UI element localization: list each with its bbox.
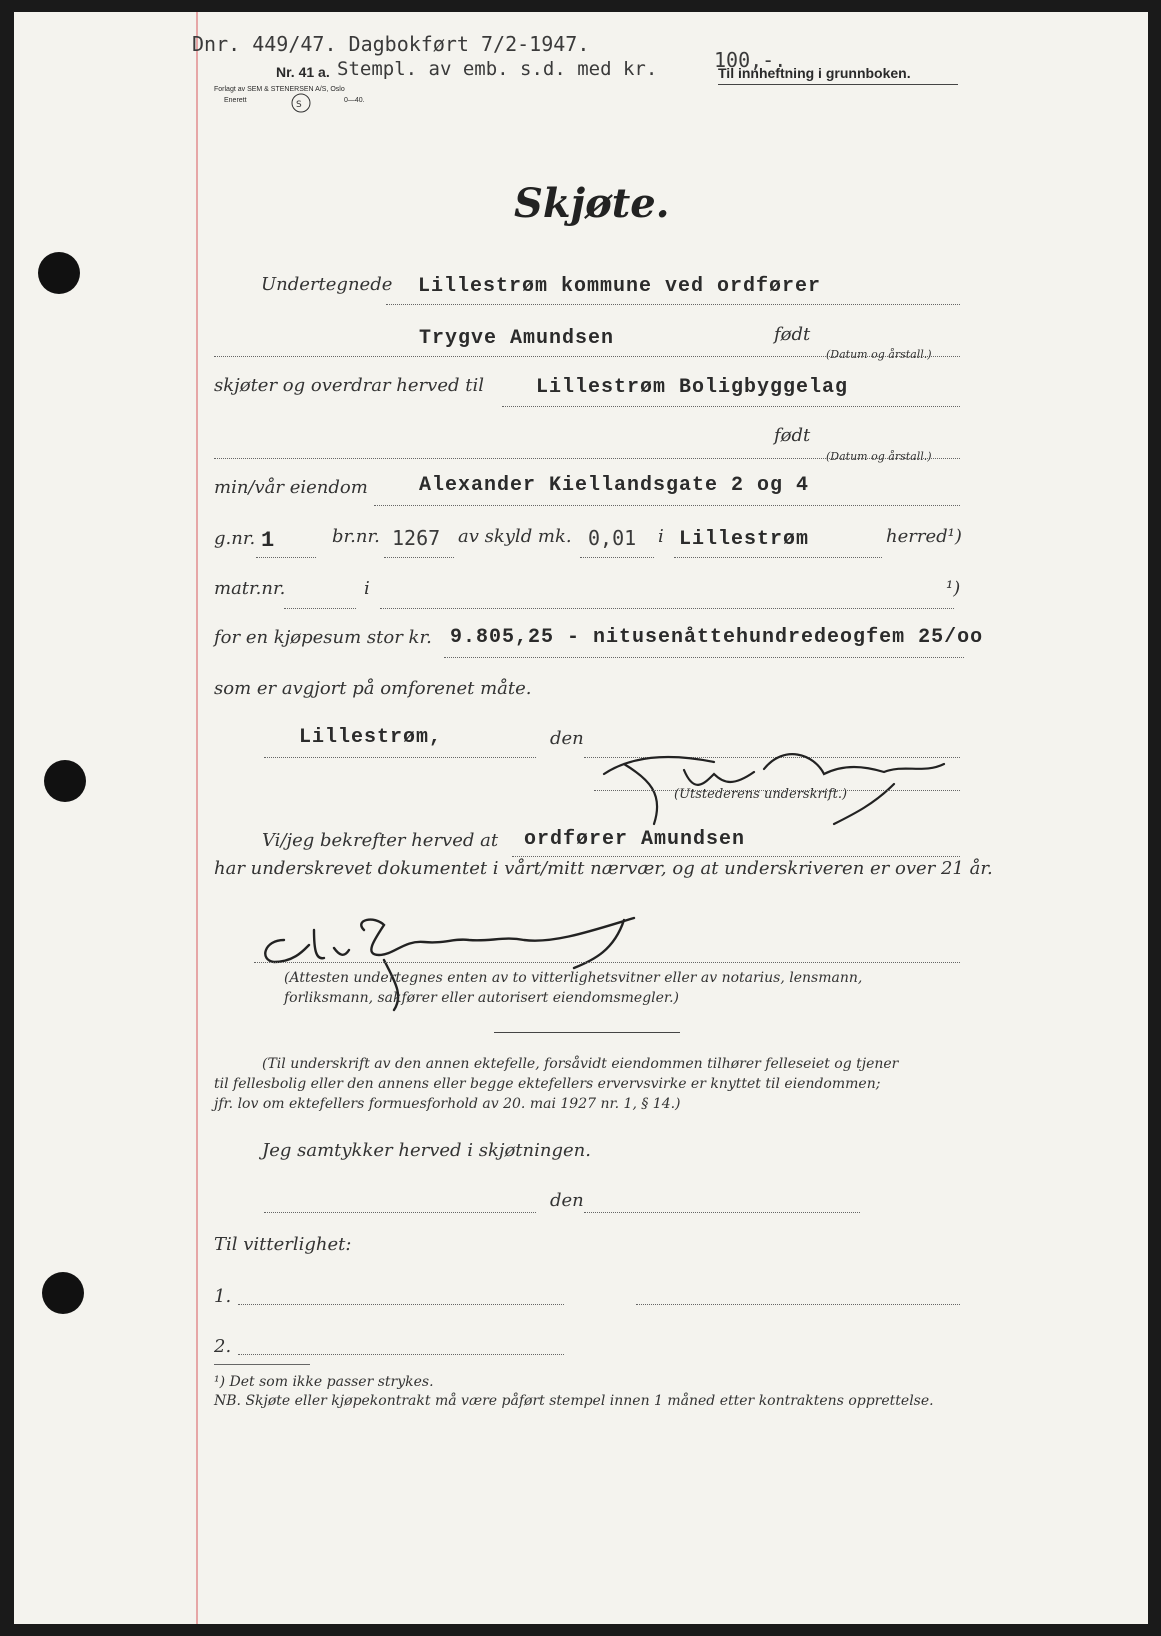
skyld-label: av skyld mk. [458, 526, 572, 547]
issuer-signature-hint: (Utstederens underskrift.) [674, 787, 848, 802]
matr-label: matr.nr. [214, 578, 286, 599]
fill-line [284, 608, 356, 609]
footnote: ¹) Det som ikke passer strykes. [214, 1374, 434, 1390]
spouse-note-1: (Til underskrift av den annen ektefelle, forsåvidt eiendommen tilhører felleseiet og tjener [262, 1056, 899, 1072]
punch-hole [42, 1272, 84, 1314]
date-hint: (Datum og årstall.) [826, 450, 932, 463]
svg-text:S: S [296, 100, 302, 110]
fill-line [584, 1212, 860, 1213]
publisher-line: Forlagt av SEM & STENERSEN A/S, Oslo [214, 86, 345, 93]
municipality-value: Lillestrøm [679, 528, 810, 551]
skyld-value: 0,01 [588, 526, 637, 550]
nb-note: NB. Skjøte eller kjøpekontrakt må være påført stempel innen 1 måned etter kontraktens opprettelse. [214, 1393, 934, 1409]
date-label: den [550, 728, 584, 749]
punch-hole [38, 252, 80, 294]
fill-line [386, 304, 960, 305]
transfer-label: skjøter og overdrar herved til [214, 375, 484, 396]
fill-line [374, 505, 960, 506]
brnr-value: 1267 [392, 526, 441, 550]
attestation-label: Vi/jeg bekrefter herved at [262, 830, 499, 851]
publisher-enerett: Enerett [224, 97, 247, 104]
binding-underline [718, 84, 958, 85]
in-label: i [658, 526, 664, 547]
fill-line [238, 1354, 564, 1355]
witness-heading: Til vitterlighet: [214, 1234, 352, 1255]
property-value: Alexander Kiellandsgate 2 og 4 [419, 474, 810, 497]
undersigned-label: Undertegnede [261, 274, 393, 295]
born-label: født [774, 425, 811, 446]
witness-item-1: 1. [214, 1286, 232, 1307]
born-label: født [774, 324, 811, 345]
fill-line [580, 557, 654, 558]
settled-text: som er avgjort på omforenet måte. [214, 678, 532, 699]
punch-hole [44, 760, 86, 802]
gnr-label: g.nr. [214, 528, 256, 549]
stamp-line: Stempl. av emb. s.d. med kr. [337, 58, 658, 80]
matr-in-label: i [364, 578, 370, 599]
herred-label: herred¹) [886, 526, 962, 547]
spouse-date-label: den [550, 1190, 584, 1211]
spouse-consent: Jeg samtykker herved i skjøtningen. [262, 1140, 591, 1161]
publisher-code: 0—40. [344, 97, 365, 104]
fill-line [264, 757, 536, 758]
gnr-value: 1 [261, 528, 276, 553]
price-label: for en kjøpesum stor kr. [214, 627, 432, 648]
fill-line [384, 557, 454, 558]
journal-line: Dnr. 449/47. Dagbokført 7/2-1947. [192, 32, 590, 56]
footnote-rule [214, 1364, 310, 1365]
fill-line [636, 1304, 960, 1305]
place-value: Lillestrøm, [299, 726, 443, 749]
fill-line [264, 1212, 536, 1213]
fill-line [254, 962, 960, 963]
publisher-logo-icon [286, 92, 316, 114]
undersigned-value: Lillestrøm kommune ved ordfører [418, 275, 822, 298]
fill-line [256, 557, 316, 558]
separator [494, 1032, 680, 1033]
fill-line [502, 406, 960, 407]
form-number: Nr. 41 a. [276, 64, 330, 80]
document-title: Skjøte. [514, 180, 670, 227]
spouse-note-3: jfr. lov om ektefellers formuesforhold av 20. mai 1927 nr. 1, § 14.) [214, 1096, 681, 1112]
fill-line [512, 856, 960, 857]
spouse-note-2: til fellesbolig eller den annens eller begge ektefellers ervervsvirke er knyttet til eiendommen; [214, 1076, 881, 1092]
binding-note: Til innheftning i grunnboken. [718, 65, 911, 81]
attestation-hint-2: forliksmann, sakfører eller autorisert eiendomsmegler.) [284, 990, 679, 1006]
witness-item-2: 2. [214, 1336, 232, 1357]
document-page [14, 12, 1148, 1624]
property-label: min/vår eiendom [214, 477, 368, 498]
issuer-signature [594, 734, 954, 834]
date-hint: (Datum og årstall.) [826, 348, 932, 361]
transfer-value: Lillestrøm Boligbyggelag [536, 376, 849, 399]
brnr-label: br.nr. [332, 526, 380, 547]
undersigned-name: Trygve Amundsen [419, 327, 615, 350]
margin-line [196, 12, 198, 1624]
attestation-hint-1: (Attesten undertegnes enten av to vitterlighetsvitner eller av notarius, lensmann, [284, 970, 863, 986]
price-value: 9.805,25 - nitusenåttehundredeogfem 25/oo [450, 626, 984, 649]
fill-line [380, 608, 954, 609]
fill-line [444, 657, 964, 658]
attestation-value: ordfører Amundsen [524, 828, 746, 851]
attestation-text: har underskrevet dokumentet i vårt/mitt nærvær, og at underskriveren er over 21 år. [214, 858, 993, 879]
fill-line [674, 557, 882, 558]
matr-paren: ¹) [946, 578, 961, 599]
fill-line [238, 1304, 564, 1305]
stamp-amount: 100,-. [714, 48, 787, 72]
